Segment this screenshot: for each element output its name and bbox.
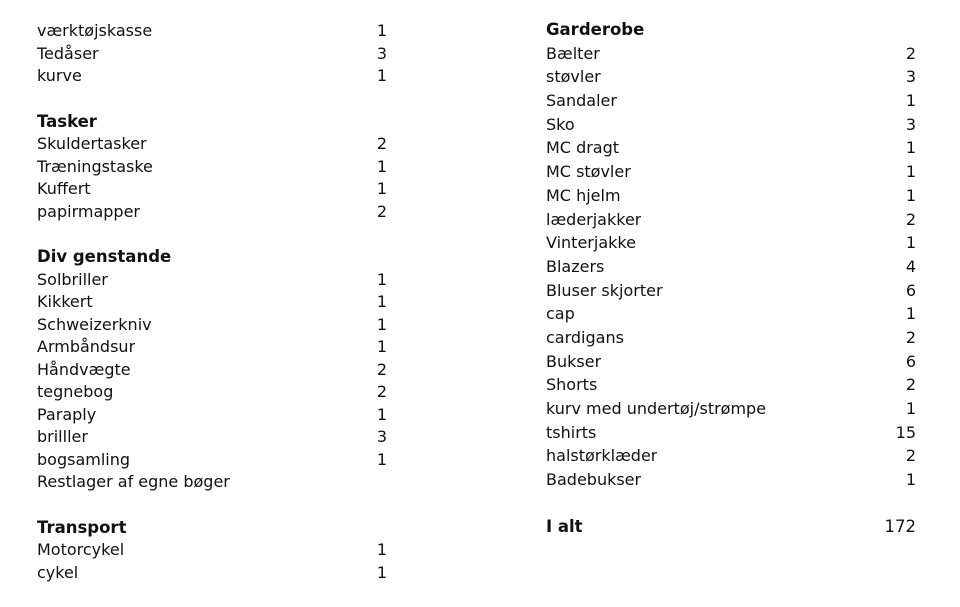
item-count: 1 [905,138,916,158]
item-count: 3 [905,67,916,87]
item-name: MC hjelm [546,185,621,205]
item-count: 1 [376,314,387,334]
total-label: I alt [546,516,583,536]
list-item [546,255,916,279]
item-count: 1 [905,185,916,205]
garderobe-section [546,18,916,539]
list-item [37,20,387,43]
item-count: 1 [905,233,916,253]
item-name: Motorcykel [37,540,125,559]
right-column [546,0,916,562]
item-count: 1 [376,337,387,356]
list-item [37,178,387,201]
item-name: MC støvler [546,162,631,182]
item-name: Badebukser [546,470,642,490]
item-name: støvler [546,67,601,87]
list-item [37,133,387,156]
list-item [546,231,916,255]
list-item [37,291,387,314]
item-count: 1 [376,292,387,311]
intro-section [37,20,387,88]
item-name: Håndvægte [37,359,131,379]
item-name: Sko [546,114,575,134]
item-count: 1 [376,449,387,469]
list-item [37,449,387,472]
list-item [546,184,916,208]
item-count: 2 [905,327,916,347]
item-count: 1 [376,179,387,198]
item-count: 1 [376,562,387,582]
list-item [37,269,387,292]
item-count: 1 [376,404,387,424]
list-item [546,42,916,66]
item-name: kurv med undertøj/strømpe [546,399,767,418]
list-item [546,468,916,492]
item-name: værktøjskasse [37,21,153,40]
item-count: 1 [905,304,916,324]
list-item [37,314,387,337]
item-count: 1 [376,156,387,176]
list-item [37,336,387,359]
section-heading: Div genstande [37,247,172,266]
item-name: cap [546,304,575,324]
list-item [546,160,916,184]
item-name: Bluser skjorter [546,280,663,300]
item-name: kurve [37,66,82,85]
item-count [363,471,387,494]
left-column [37,0,387,607]
div-genstande-section [37,246,387,494]
list-item [546,89,916,113]
list-item [37,43,387,66]
list-item [37,381,387,404]
total-row [546,515,916,539]
item-count: 6 [905,351,916,371]
item-name: Sandaler [546,91,617,111]
list-item [546,65,916,89]
item-name: Træningstaske [37,156,153,176]
item-name: Vinterjakke [546,233,636,253]
item-count: 1 [376,269,387,289]
item-name: MC dragt [546,138,620,158]
list-item [37,201,387,224]
item-count: 1 [905,399,916,418]
item-count: 2 [376,201,387,221]
list-item [546,350,916,374]
item-count: 2 [905,209,916,229]
item-count: 15 [895,422,916,442]
item-name: brilller [37,427,88,446]
item-count: 1 [376,540,387,559]
item-name: Shorts [546,375,598,395]
item-count: 1 [376,21,387,40]
item-name: tegnebog [37,382,114,401]
item-name: læderjakker [546,209,642,229]
item-count: 1 [905,91,916,111]
item-count: 2 [376,134,387,153]
list-item [546,302,916,326]
list-item [546,326,916,350]
list-item [37,562,387,585]
item-count: 3 [905,114,916,134]
item-count: 6 [905,280,916,300]
transport-section [37,517,387,585]
list-item [37,359,387,382]
section-heading: Transport [37,517,127,537]
item-count: 2 [905,446,916,466]
item-count: 2 [905,43,916,63]
item-name: cardigans [546,327,624,347]
item-name: cykel [37,562,79,582]
item-name: Restlager af egne bøger [37,472,230,491]
item-count: 1 [376,66,387,85]
list-item [546,279,916,303]
list-item [546,136,916,160]
item-count: 2 [905,375,916,395]
section-heading: Tasker [37,111,97,131]
item-name: papirmapper [37,201,140,221]
item-name: bogsamling [37,449,131,469]
item-count: 3 [376,427,387,446]
list-item [37,539,387,562]
item-name: tshirts [546,422,597,442]
list-item [546,397,916,421]
item-count: 2 [376,382,387,401]
list-item [37,404,387,427]
list-item [37,65,387,88]
total-value: 172 [884,516,916,536]
list-item [546,421,916,445]
item-name: Bælter [546,43,600,63]
item-name: halstørklæder [546,446,658,466]
item-name: Schweizerkniv [37,314,152,334]
item-name: Skuldertasker [37,134,147,153]
list-item [546,373,916,397]
item-name: Blazers [546,256,605,276]
item-name: Bukser [546,351,602,371]
item-count: 1 [905,162,916,182]
item-name: Solbriller [37,269,108,289]
list-item [546,444,916,468]
item-count: 4 [905,256,916,276]
item-name: Kikkert [37,292,93,311]
section-heading: Garderobe [546,20,645,39]
item-name: Kuffert [37,179,91,198]
tasker-section [37,111,387,224]
list-item [37,471,387,494]
item-name: Tedåser [37,43,99,63]
item-count: 2 [376,359,387,379]
list-item [37,156,387,179]
item-count: 1 [905,470,916,490]
item-name: Armbåndsur [37,337,136,356]
list-item [546,113,916,137]
item-count: 3 [376,43,387,63]
item-name: Paraply [37,404,97,424]
list-item [546,208,916,232]
list-item [37,426,387,449]
